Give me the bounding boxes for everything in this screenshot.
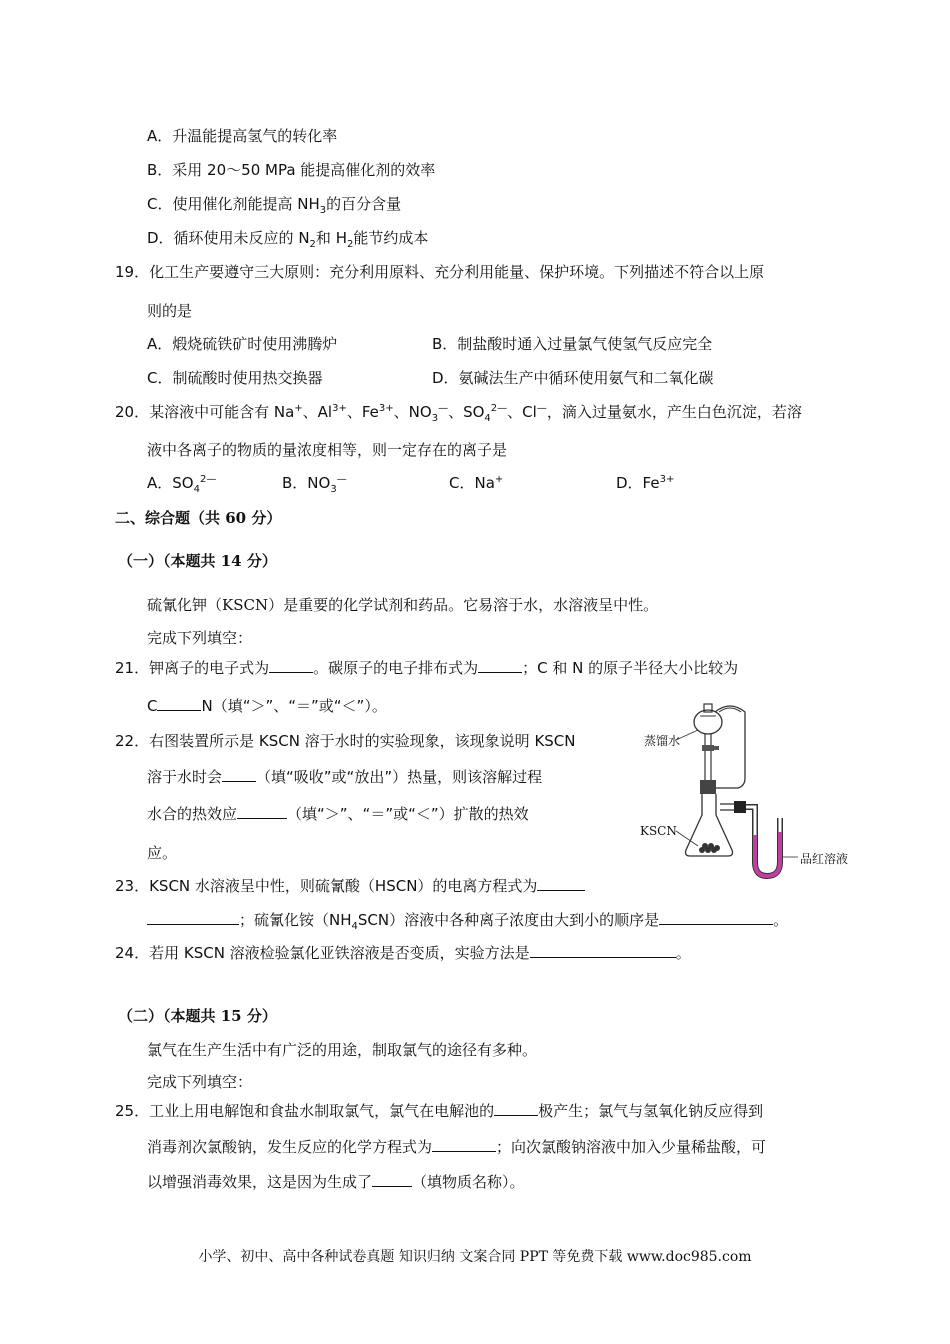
answer-blank[interactable] [147, 910, 239, 925]
q23-line2: ；硫氰化铵$(NH_4SCN)$溶液中各种离子浓度由大到小的顺序是 。 [147, 910, 788, 930]
q22-line1: 22．右图装置所示是 KSCN 溶于水时的实验现象，该现象说明 KSCN [115, 732, 576, 750]
q23-line1: 23．KSCN 水溶液呈中性，则硫氰酸（HSCN）的电离方程式为 [115, 876, 585, 896]
q21-line1: 21．钾离子的电子式为 。碳原子的电子排布式为 ；C 和 N 的原子半径大小比较为 [115, 659, 739, 677]
answer-blank[interactable] [269, 658, 313, 673]
part1-intro: 硫氰化钾（KSCN）是重要的化学试剂和药品。它易溶于水，水溶液呈中性。 [147, 596, 659, 614]
q19-stem: 19．化工生产要遵守三大原则：充分利用原料、充分利用能量、保护环境。下列描述不符合以上原 [115, 263, 765, 281]
label-magenta-solution: 品红溶液 [800, 852, 849, 866]
answer-blank[interactable] [237, 804, 287, 819]
q19-option-a: A．煅烧硫铁矿时使用沸腾炉 [147, 335, 338, 353]
q22-line3: 水合的热效应 （填“＞”、“＝”或“＜”）扩散的热效 [147, 805, 529, 823]
part2-fill: 完成下列填空： [147, 1073, 253, 1091]
q19-option-d: D．氨碱法生产中循环使用氨气和二氧化碳 [432, 369, 714, 387]
part1-title: （一）（本题共 14 分） [118, 552, 277, 570]
q25-line3: 以增强消毒效果，这是因为生成了 （填物质名称）。 [147, 1173, 525, 1191]
q25-line1: 25．工业上用电解饱和食盐水制取氯气，氯气在电解池的 极产生；氯气与氢氧化钠反应得到 [115, 1102, 764, 1120]
answer-blank[interactable] [478, 658, 522, 673]
q18-option-c: C．使用催化剂能提高 $NH_3$的百分含量 [147, 195, 402, 216]
label-kscn: KSCN [640, 824, 677, 838]
answer-blank[interactable] [222, 767, 256, 782]
q20-option-a: A．$SO_4^{2—}$ [147, 474, 217, 495]
answer-blank[interactable] [537, 876, 585, 891]
q22-line4: 应。 [147, 844, 178, 862]
part2-intro: 氯气在生产生活中有广泛的用途，制取氯气的途径有多种。 [147, 1041, 538, 1059]
q20-option-b: B．$NO_3^—$ [282, 474, 347, 495]
answer-blank[interactable] [372, 1172, 412, 1187]
q20-stem: 20．某溶液中可能含有 Na+、$Al^{3+}$、$Fe^{3+}$、$NO_3^—$、$SO_4^{2—}$、Cl—，滴入过量氨水，产生白色沉淀，若溶 [115, 403, 802, 424]
page-footer: 小学、初中、高中各种试卷真题 知识归纳 文案合同 PPT 等免费下载 www.doc985.com [198, 1249, 752, 1265]
label-distilled-water: 蒸馏水 [644, 734, 681, 748]
answer-blank[interactable] [659, 910, 773, 925]
section-title: 二、综合题（共 60 分） [115, 509, 282, 527]
q19-stem-cont: 则的是 [147, 302, 193, 320]
q22-line2: 溶于水时会 （填“吸收”或“放出”）热量，则该溶解过程 [147, 768, 543, 786]
q18-option-b: B．采用 20～50 MPa 能提高催化剂的效率 [147, 161, 436, 179]
q24-line: 24．若用 KSCN 溶液检验氯化亚铁溶液是否变质，实验方法是 。 [115, 944, 691, 962]
apparatus-figure [640, 700, 860, 885]
answer-blank[interactable] [530, 943, 676, 958]
q21-line2: C N（填“＞”、“＝”或“＜”）。 [147, 697, 387, 715]
part1-fill: 完成下列填空： [147, 629, 253, 647]
q20-option-c: C．Na+ [449, 474, 504, 492]
q18-option-a: A．升温能提高氢气的转化率 [147, 127, 338, 145]
q25-line2: 消毒剂次氯酸钠，发生反应的化学方程式为 ；向次氯酸钠溶液中加入少量稀盐酸，可 [147, 1138, 767, 1156]
q19-option-b: B．制盐酸时通入过量氯气使氢气反应完全 [432, 335, 713, 353]
q20-stem-cont: 液中各离子的物质的量浓度相等，则一定存在的离子是 [147, 441, 508, 459]
answer-blank[interactable] [494, 1101, 538, 1116]
q19-option-c: C．制硫酸时使用热交换器 [147, 369, 323, 387]
answer-blank[interactable] [432, 1137, 496, 1152]
q18-option-d: D．循环使用未反应的 $N_2$和 $H_2$能节约成本 [147, 229, 429, 250]
q20-option-d: D．$Fe^{3+}$ [616, 474, 675, 492]
part2-title: （二）（本题共 15 分） [118, 1007, 277, 1025]
answer-blank[interactable] [157, 696, 201, 711]
